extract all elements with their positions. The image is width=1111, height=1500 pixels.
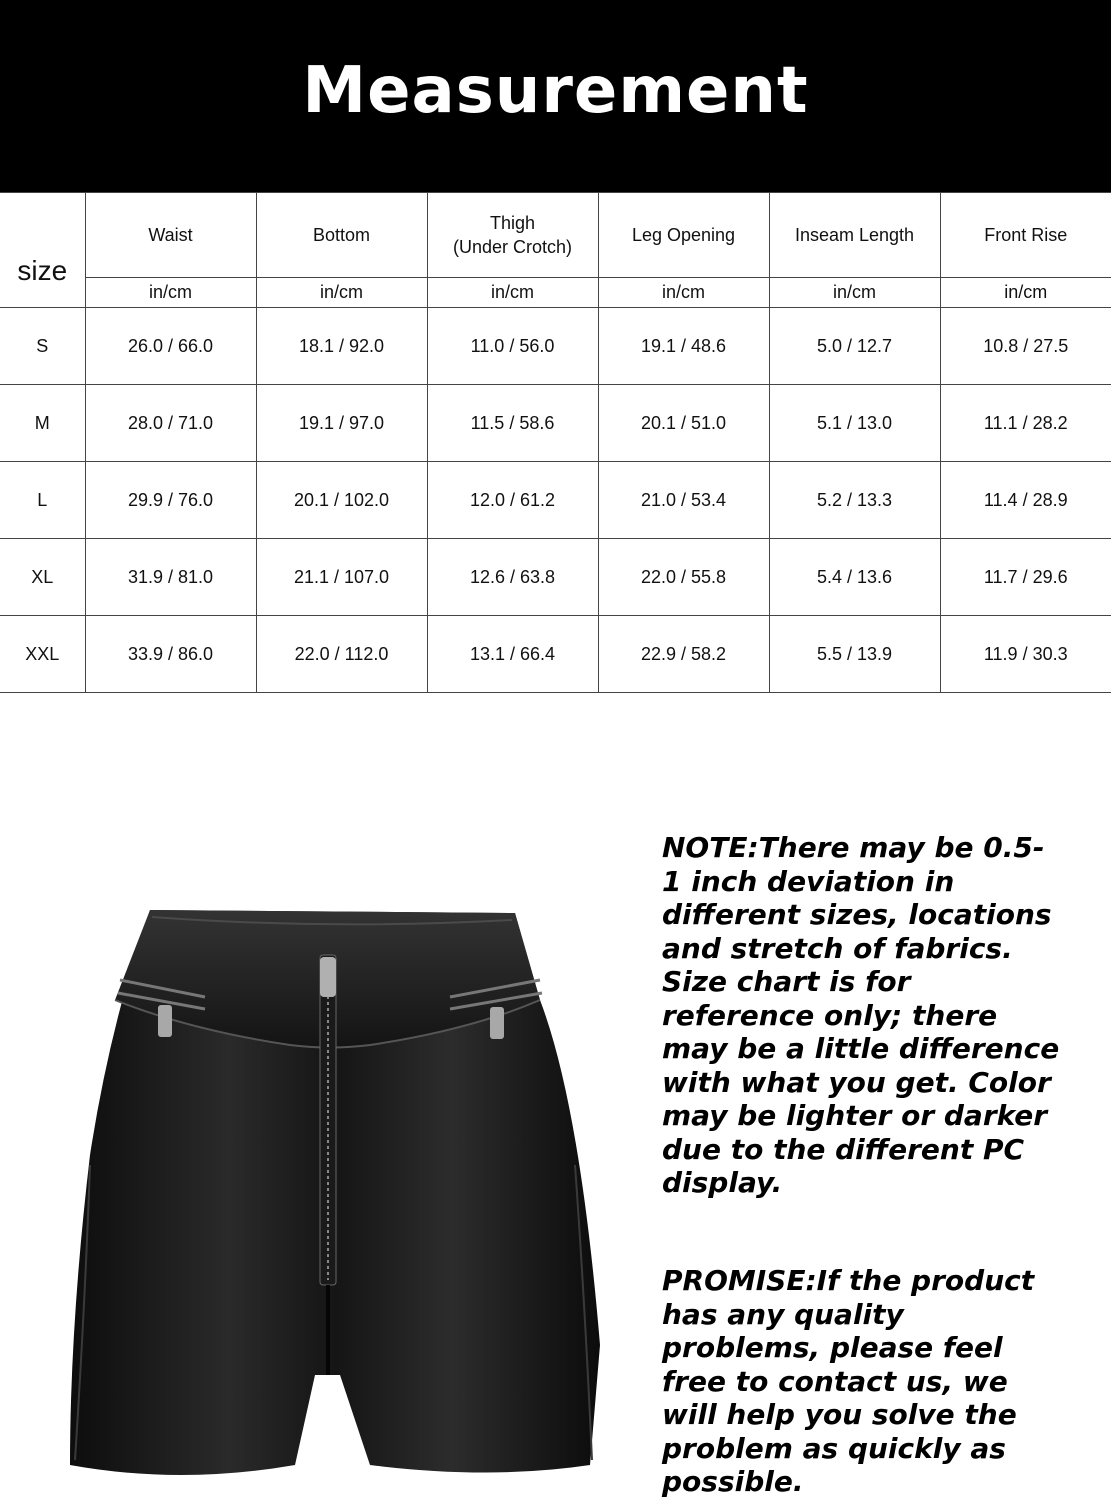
size-column-header	[0, 193, 85, 308]
measurement-cell: 22.0 / 112.0	[256, 616, 427, 693]
measurement-cell: 26.0 / 66.0	[85, 308, 256, 385]
measurement-cell: 21.0 / 53.4	[598, 462, 769, 539]
measurement-cell: 5.5 / 13.9	[769, 616, 940, 693]
unit-cell: in/cm	[598, 278, 769, 308]
size-cell: S	[0, 308, 85, 385]
right-zipper-pull	[490, 1007, 504, 1039]
measurement-cell: 10.8 / 27.5	[940, 308, 1111, 385]
header-row	[0, 193, 1111, 278]
unit-cell: in/cm	[256, 278, 427, 308]
col-header-leg-opening: Leg Opening	[598, 193, 769, 278]
table-row	[0, 616, 1111, 693]
col-header-inseam-length: Inseam Length	[769, 193, 940, 278]
page-title: Measurement	[302, 54, 809, 128]
unit-cell: in/cm	[769, 278, 940, 308]
size-chart-table	[0, 192, 1111, 693]
col-header-bottom: Bottom	[256, 193, 427, 278]
table-row	[0, 539, 1111, 616]
size-header-label: size	[17, 255, 68, 286]
promise-text: PROMISE:If the product has any quality problems, please feel free to contact us, we will help you solve the problem as quickly as possible.	[662, 1264, 1035, 1498]
measurement-cell: 20.1 / 102.0	[256, 462, 427, 539]
unit-cell: in/cm	[85, 278, 256, 308]
measurement-cell: 5.1 / 13.0	[769, 385, 940, 462]
measurement-cell: 29.9 / 76.0	[85, 462, 256, 539]
left-zipper-pull	[158, 1005, 172, 1037]
measurement-cell: 13.1 / 66.4	[427, 616, 598, 693]
measurement-cell: 19.1 / 97.0	[256, 385, 427, 462]
measurement-cell: 5.0 / 12.7	[769, 308, 940, 385]
size-rows	[0, 308, 1111, 693]
measurement-cell: 5.4 / 13.6	[769, 539, 940, 616]
measurement-cell: 11.9 / 30.3	[940, 616, 1111, 693]
measurement-cell: 22.0 / 55.8	[598, 539, 769, 616]
table-row	[0, 385, 1111, 462]
col-header-thigh-line2: (Under Crotch)	[452, 237, 573, 257]
unit-cell: in/cm	[427, 278, 598, 308]
measurement-cell: 31.9 / 81.0	[85, 539, 256, 616]
col-header-waist: Waist	[85, 193, 256, 278]
size-cell: XL	[0, 539, 85, 616]
measurement-cell: 11.1 / 28.2	[940, 385, 1111, 462]
table-row	[0, 308, 1111, 385]
measurement-cell: 12.6 / 63.8	[427, 539, 598, 616]
measurement-cell: 33.9 / 86.0	[85, 616, 256, 693]
measurement-cell: 11.0 / 56.0	[427, 308, 598, 385]
unit-row	[0, 278, 1111, 308]
measurement-cell: 28.0 / 71.0	[85, 385, 256, 462]
size-cell: M	[0, 385, 85, 462]
measurement-cell: 19.1 / 48.6	[598, 308, 769, 385]
col-header-thigh-line1: Thigh	[489, 213, 536, 233]
measurement-cell: 21.1 / 107.0	[256, 539, 427, 616]
measurement-cell: 11.5 / 58.6	[427, 385, 598, 462]
size-cell: L	[0, 462, 85, 539]
table-row	[0, 462, 1111, 539]
size-cell: XXL	[0, 616, 85, 693]
leather-shorts-image	[70, 905, 610, 1495]
measurement-cell: 20.1 / 51.0	[598, 385, 769, 462]
col-header-thigh	[427, 193, 598, 278]
measurement-cell: 12.0 / 61.2	[427, 462, 598, 539]
unit-cell: in/cm	[940, 278, 1111, 308]
col-header-front-rise: Front Rise	[940, 193, 1111, 278]
measurement-cell: 5.2 / 13.3	[769, 462, 940, 539]
zipper-pull	[320, 957, 336, 997]
measurement-cell: 18.1 / 92.0	[256, 308, 427, 385]
title-banner	[0, 0, 1111, 192]
measurement-cell: 22.9 / 58.2	[598, 616, 769, 693]
measurement-cell: 11.7 / 29.6	[940, 539, 1111, 616]
note-text: NOTE:There may be 0.5-1 inch deviation in different sizes, locations and stretch of fabrics. Size chart is for reference only; there may be a little difference with what you get. Color may be lighter or darker due to the different PC display.	[662, 831, 1060, 1199]
measurement-cell: 11.4 / 28.9	[940, 462, 1111, 539]
